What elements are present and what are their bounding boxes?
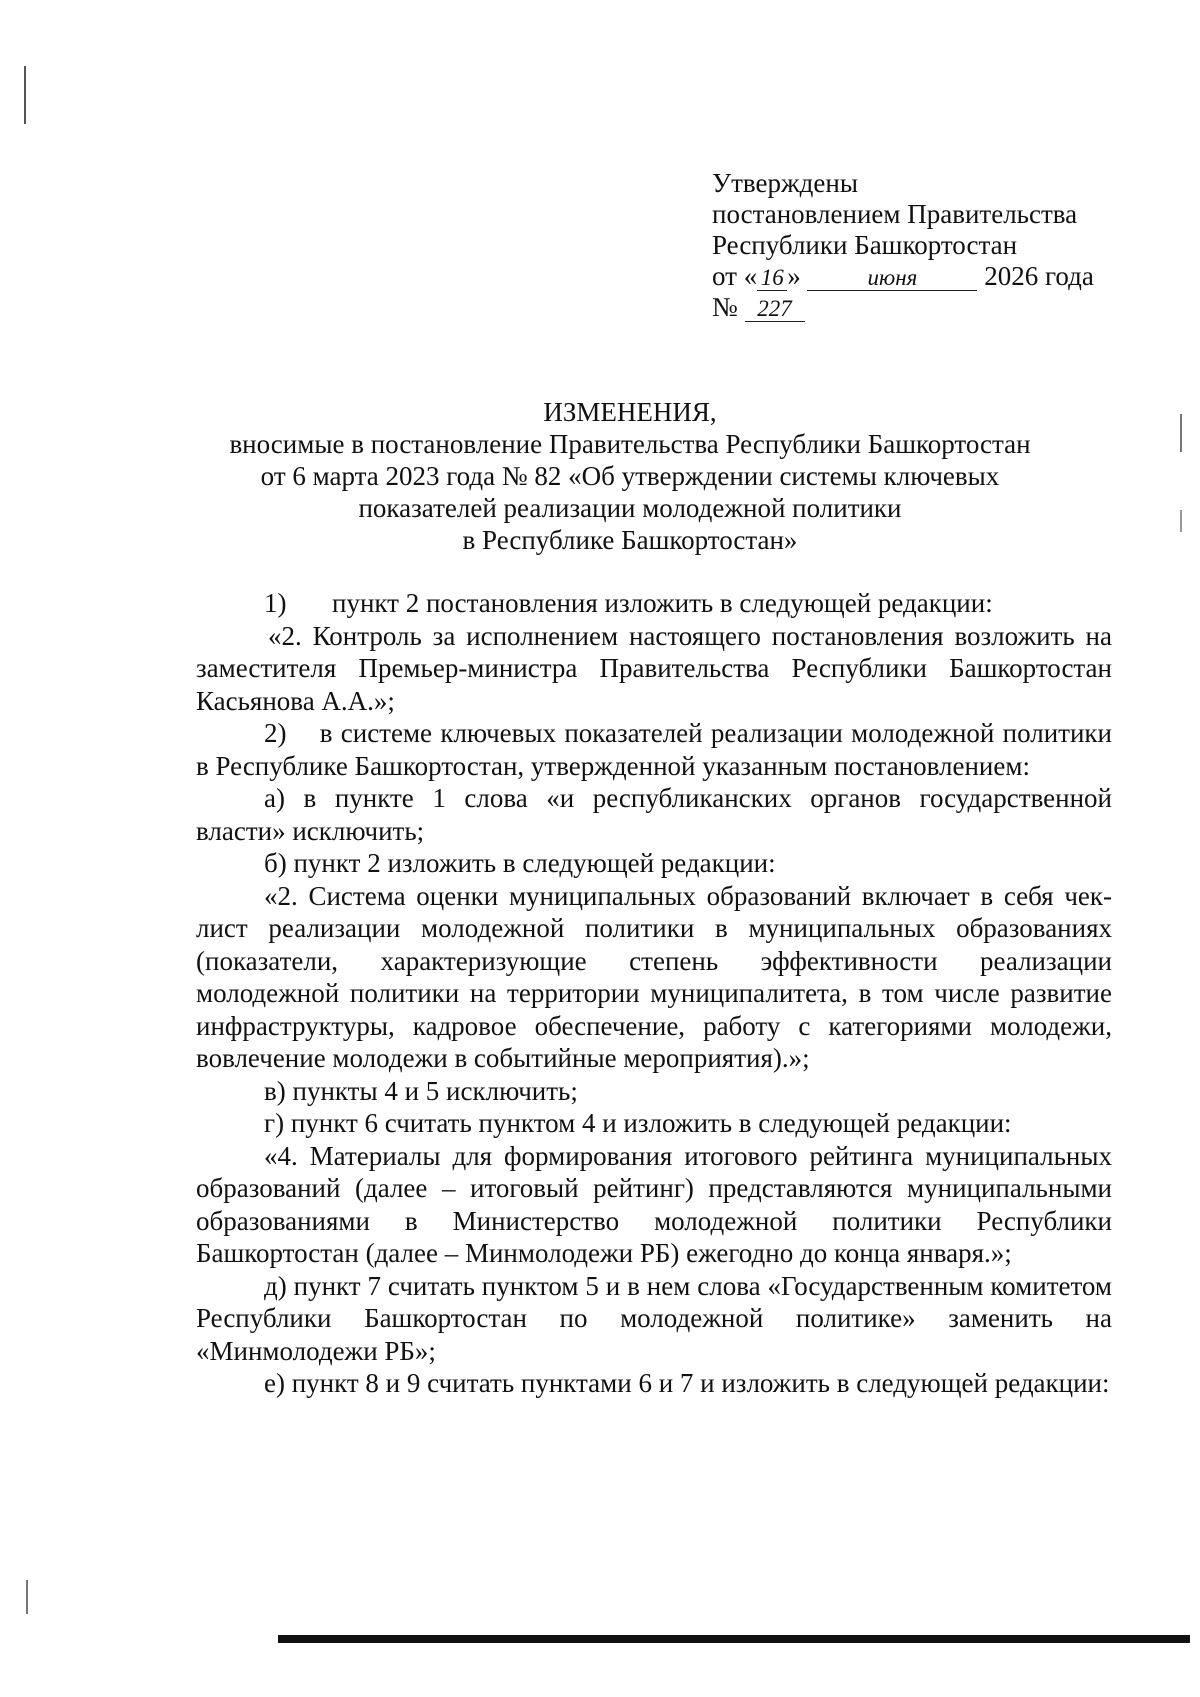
list-item xyxy=(196,587,1112,620)
document-body xyxy=(196,587,1112,1400)
date-mid: » xyxy=(787,261,801,291)
date-prefix: от « xyxy=(712,261,758,291)
quoted-paragraph: «2. Контроль за исполнением настоящего постановления возложить на заместителя Премьер-министра Правительства Республики Башкортостан Касьянова А.А.»; xyxy=(196,620,1112,716)
subitem-b: б) пункт 2 изложить в следующей редакции: xyxy=(264,848,776,878)
title-line: в Республике Башкортостан» xyxy=(462,525,798,555)
document-number-field: 227 xyxy=(745,297,805,322)
subitem-e: е) пункт 8 и 9 считать пунктами 6 и 7 и изложить в следующей редакции: xyxy=(264,1368,1110,1398)
scan-edge-mark xyxy=(1180,414,1182,452)
approval-date-line xyxy=(712,261,1094,292)
approval-number-line xyxy=(712,292,1094,323)
list-item xyxy=(196,717,1112,782)
subitem-d: д) пункт 7 считать пунктом 5 и в нем слова «Государственным комитетом Республики Башкортостан по молодежной политике» заменить на «Минмолодежи РБ»; xyxy=(196,1270,1112,1366)
scan-edge-mark xyxy=(1180,510,1182,532)
subitem-v: в) пункты 4 и 5 исключить; xyxy=(264,1075,578,1106)
item-text: пункт 2 постановления изложить в следующей редакции: xyxy=(332,588,993,618)
scan-bottom-bar xyxy=(278,1635,1190,1643)
approval-stamp-block xyxy=(712,168,1094,323)
approval-line: Утверждены xyxy=(712,168,858,198)
approval-line: постановлением Правительства xyxy=(712,199,1078,229)
quoted-paragraph: «4. Материалы для формирования итогового рейтинга муниципальных образований (далее – итоговый рейтинг) представляются муниципальными образованиями в Министерство молодежной политики Республики Башкортостан (далее – Минмолодежи РБ) ежегодно до конца января.»; xyxy=(196,1140,1112,1268)
approval-line: Республики Башкортостан xyxy=(712,230,1018,260)
date-year: 2026 года xyxy=(984,261,1094,291)
item-number: 2) xyxy=(264,718,287,748)
item-text: в системе ключевых показателей реализации молодежной политики в Республике Башкортостан, утвержденной указанным постановлением: xyxy=(196,718,1113,781)
subitem-a: а) в пункте 1 слова «и республиканских органов государственной власти» исключить; xyxy=(196,783,1112,846)
title-line: вносимые в постановление Правительства Республики Башкортостан xyxy=(229,429,1031,459)
date-month-field: июня xyxy=(807,266,977,291)
subitem-g: г) пункт 6 считать пунктом 4 и изложить в следующей редакции: xyxy=(264,1108,1012,1138)
title-line: от 6 марта 2023 года № 82 «Об утверждении системы ключевых xyxy=(260,461,1000,491)
document-title xyxy=(190,396,1070,556)
scan-edge-mark xyxy=(24,66,26,124)
date-day-field: 16 xyxy=(757,266,787,291)
scan-edge-mark xyxy=(26,1580,28,1614)
number-prefix: № xyxy=(712,292,738,322)
quoted-paragraph: «2. Система оценки муниципальных образований включает в себя чек-лист реализации молодежной политики в муниципальных образованиях (показатели, характеризующие степень эффективности реализации молодежной политики на территории муниципалитета, в том числе развитие инфраструктуры, кадровое обеспечение, работу с категориями молодежи, вовлечение молодежи в событийные мероприятия).»; xyxy=(196,880,1112,1073)
item-number: 1) xyxy=(264,588,287,618)
title-heading: ИЗМЕНЕНИЯ, xyxy=(543,397,717,427)
title-line: показателей реализации молодежной политики xyxy=(358,493,902,523)
